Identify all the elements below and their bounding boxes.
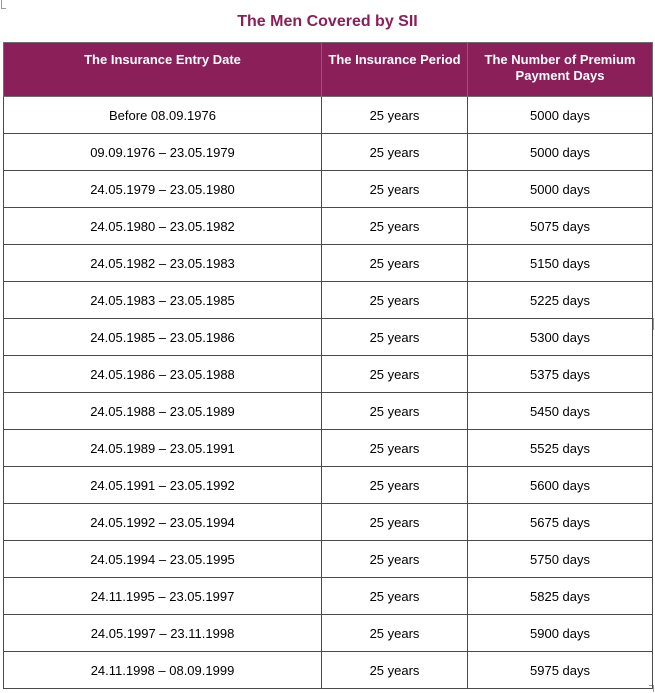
table-row: [4, 615, 653, 652]
cell-insurance-period: 25 years: [322, 393, 468, 430]
cell-entry-date: 24.05.1979 – 23.05.1980: [4, 171, 322, 208]
cell-premium-days: 5000 days: [468, 97, 653, 134]
table-row: [4, 171, 653, 208]
table-row: [4, 541, 653, 578]
table-row: [4, 393, 653, 430]
table-title: The Men Covered by SII: [237, 13, 418, 30]
table-body: [4, 97, 653, 689]
cell-premium-days: 5750 days: [468, 541, 653, 578]
cell-premium-days: 5000 days: [468, 171, 653, 208]
cell-premium-days: 5900 days: [468, 615, 653, 652]
table-row: [4, 652, 653, 689]
cell-premium-days: 5600 days: [468, 467, 653, 504]
cell-entry-date: 24.05.1991 – 23.05.1992: [4, 467, 322, 504]
header-premium-days: The Number of Premium Payment Days: [468, 43, 653, 97]
cell-insurance-period: 25 years: [322, 430, 468, 467]
cell-insurance-period: 25 years: [322, 245, 468, 282]
cell-insurance-period: 25 years: [322, 578, 468, 615]
cell-insurance-period: 25 years: [322, 171, 468, 208]
cell-insurance-period: 25 years: [322, 356, 468, 393]
header-insurance-period: The Insurance Period: [322, 43, 468, 97]
cell-premium-days: 5000 days: [468, 134, 653, 171]
cell-entry-date: 24.11.1998 – 08.09.1999: [4, 652, 322, 689]
table-row: [4, 319, 653, 356]
cell-entry-date: 24.05.1988 – 23.05.1989: [4, 393, 322, 430]
insurance-coverage-table: [3, 42, 653, 689]
page-corner-mark: [1, 0, 6, 9]
table-row: [4, 467, 653, 504]
cell-insurance-period: 25 years: [322, 319, 468, 356]
table-row: [4, 134, 653, 171]
cell-entry-date: 24.05.1997 – 23.11.1998: [4, 615, 322, 652]
cell-premium-days: 5300 days: [468, 319, 653, 356]
cell-premium-days: 5825 days: [468, 578, 653, 615]
cell-entry-date: 24.05.1992 – 23.05.1994: [4, 504, 322, 541]
cell-premium-days: 5375 days: [468, 356, 653, 393]
cell-insurance-period: 25 years: [322, 652, 468, 689]
cell-insurance-period: 25 years: [322, 541, 468, 578]
table-row: [4, 208, 653, 245]
cell-insurance-period: 25 years: [322, 97, 468, 134]
table-row: [4, 282, 653, 319]
cell-insurance-period: 25 years: [322, 282, 468, 319]
cell-premium-days: 5225 days: [468, 282, 653, 319]
cell-entry-date: 24.05.1980 – 23.05.1982: [4, 208, 322, 245]
cell-insurance-period: 25 years: [322, 504, 468, 541]
table-row: [4, 245, 653, 282]
table-row: [4, 578, 653, 615]
cell-entry-date: 24.11.1995 – 23.05.1997: [4, 578, 322, 615]
cell-premium-days: 5975 days: [468, 652, 653, 689]
cell-entry-date: 24.05.1989 – 23.05.1991: [4, 430, 322, 467]
cell-insurance-period: 25 years: [322, 615, 468, 652]
cell-entry-date: 24.05.1986 – 23.05.1988: [4, 356, 322, 393]
cell-entry-date: 09.09.1976 – 23.05.1979: [4, 134, 322, 171]
table-row: [4, 504, 653, 541]
header-entry-date: The Insurance Entry Date: [4, 43, 322, 97]
header-row: [4, 43, 653, 97]
cell-insurance-period: 25 years: [322, 208, 468, 245]
cell-entry-date: 24.05.1983 – 23.05.1985: [4, 282, 322, 319]
table-header: [4, 43, 653, 97]
cell-premium-days: 5075 days: [468, 208, 653, 245]
cell-entry-date: Before 08.09.1976: [4, 97, 322, 134]
cell-premium-days: 5525 days: [468, 430, 653, 467]
cell-insurance-period: 25 years: [322, 467, 468, 504]
table-row: [4, 430, 653, 467]
cell-entry-date: 24.05.1985 – 23.05.1986: [4, 319, 322, 356]
cell-premium-days: 5150 days: [468, 245, 653, 282]
cell-insurance-period: 25 years: [322, 134, 468, 171]
cell-entry-date: 24.05.1994 – 23.05.1995: [4, 541, 322, 578]
table-row: [4, 97, 653, 134]
page-edge-marker: [653, 318, 654, 330]
cell-premium-days: 5450 days: [468, 393, 653, 430]
cell-entry-date: 24.05.1982 – 23.05.1983: [4, 245, 322, 282]
table-row: [4, 356, 653, 393]
cell-premium-days: 5675 days: [468, 504, 653, 541]
